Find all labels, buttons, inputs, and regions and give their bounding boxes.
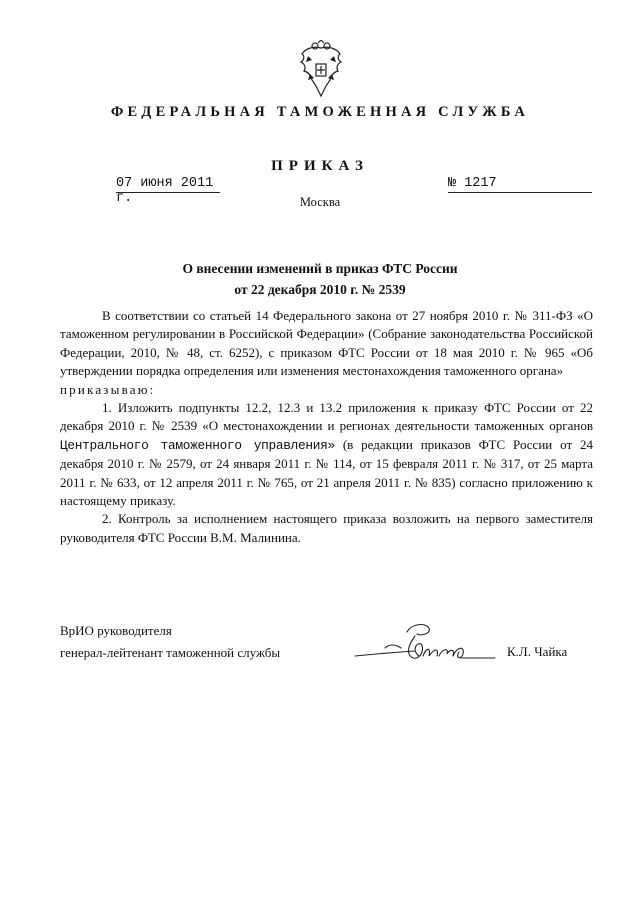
order-date: 07 июня 2011 г. (116, 176, 214, 206)
order-body (60, 307, 593, 547)
date-underline (116, 192, 220, 193)
item-1-text-start: 1. Изложить подпункты 12.2, 12.3 и 13.2 приложения к приказу ФТС России от 22 декабря 2010 г. № 2539 «О местонахождении и регионах деятельности таможенных органов (60, 400, 593, 434)
number-underline (448, 192, 592, 193)
order-subject (60, 258, 580, 300)
item-1-text-end: (в редакции приказов ФТС России от 24 декабря 2010 г. № 2579, от 24 января 2011 г. № 114, от 15 февраля 2011 г. № 317, от 25 марта 2011 г. № 633, от 12 апреля 2011 г. № 765, от 21 апреля 2011 г. № 835) согласно приложению к настоящему приказу. (60, 436, 594, 509)
order-item-1 (60, 399, 593, 510)
coat-of-arms-emblem (296, 40, 346, 100)
subject-line-1: О внесении изменений в приказ ФТС России (182, 261, 458, 276)
subject-line-2: от 22 декабря 2010 г. № 2539 (234, 282, 406, 297)
signatory-title-line-1: ВрИО руководителя (60, 623, 172, 638)
item-1-typed-insert: Центрального таможенного управления» (60, 437, 335, 453)
order-item-2: 2. Контроль за исполнением настоящего приказа возложить на первого заместителя руководителя ФТС России В.М. Малинина. (60, 511, 593, 545)
signatory-name: К.Л. Чайка (507, 644, 568, 659)
intro-paragraph: В соответствии со статьей 14 Федерального закона от 27 ноября 2010 г. № 311-ФЗ «О таможенном регулировании в Российской Федерации» (Собрание законодательства Российской Федерации, 2010, № 48, ст. 6252), с приказом ФТС России от 18 мая 2010 г. № 965 «Об утверждении порядка определения или изменения местонахождения таможенного органа» (60, 308, 593, 379)
signatory-title-line-2: генерал-лейтенант таможенной службы (60, 645, 281, 660)
issue-city: Москва (299, 195, 341, 209)
order-number: № 1217 (448, 176, 497, 191)
order-directive-word: приказываю: (60, 381, 156, 397)
agency-name: ФЕДЕРАЛЬНАЯ ТАМОЖЕННАЯ СЛУЖБА (110, 104, 530, 120)
document-type-title: ПРИКАЗ (271, 158, 369, 174)
handwritten-signature (345, 618, 505, 674)
